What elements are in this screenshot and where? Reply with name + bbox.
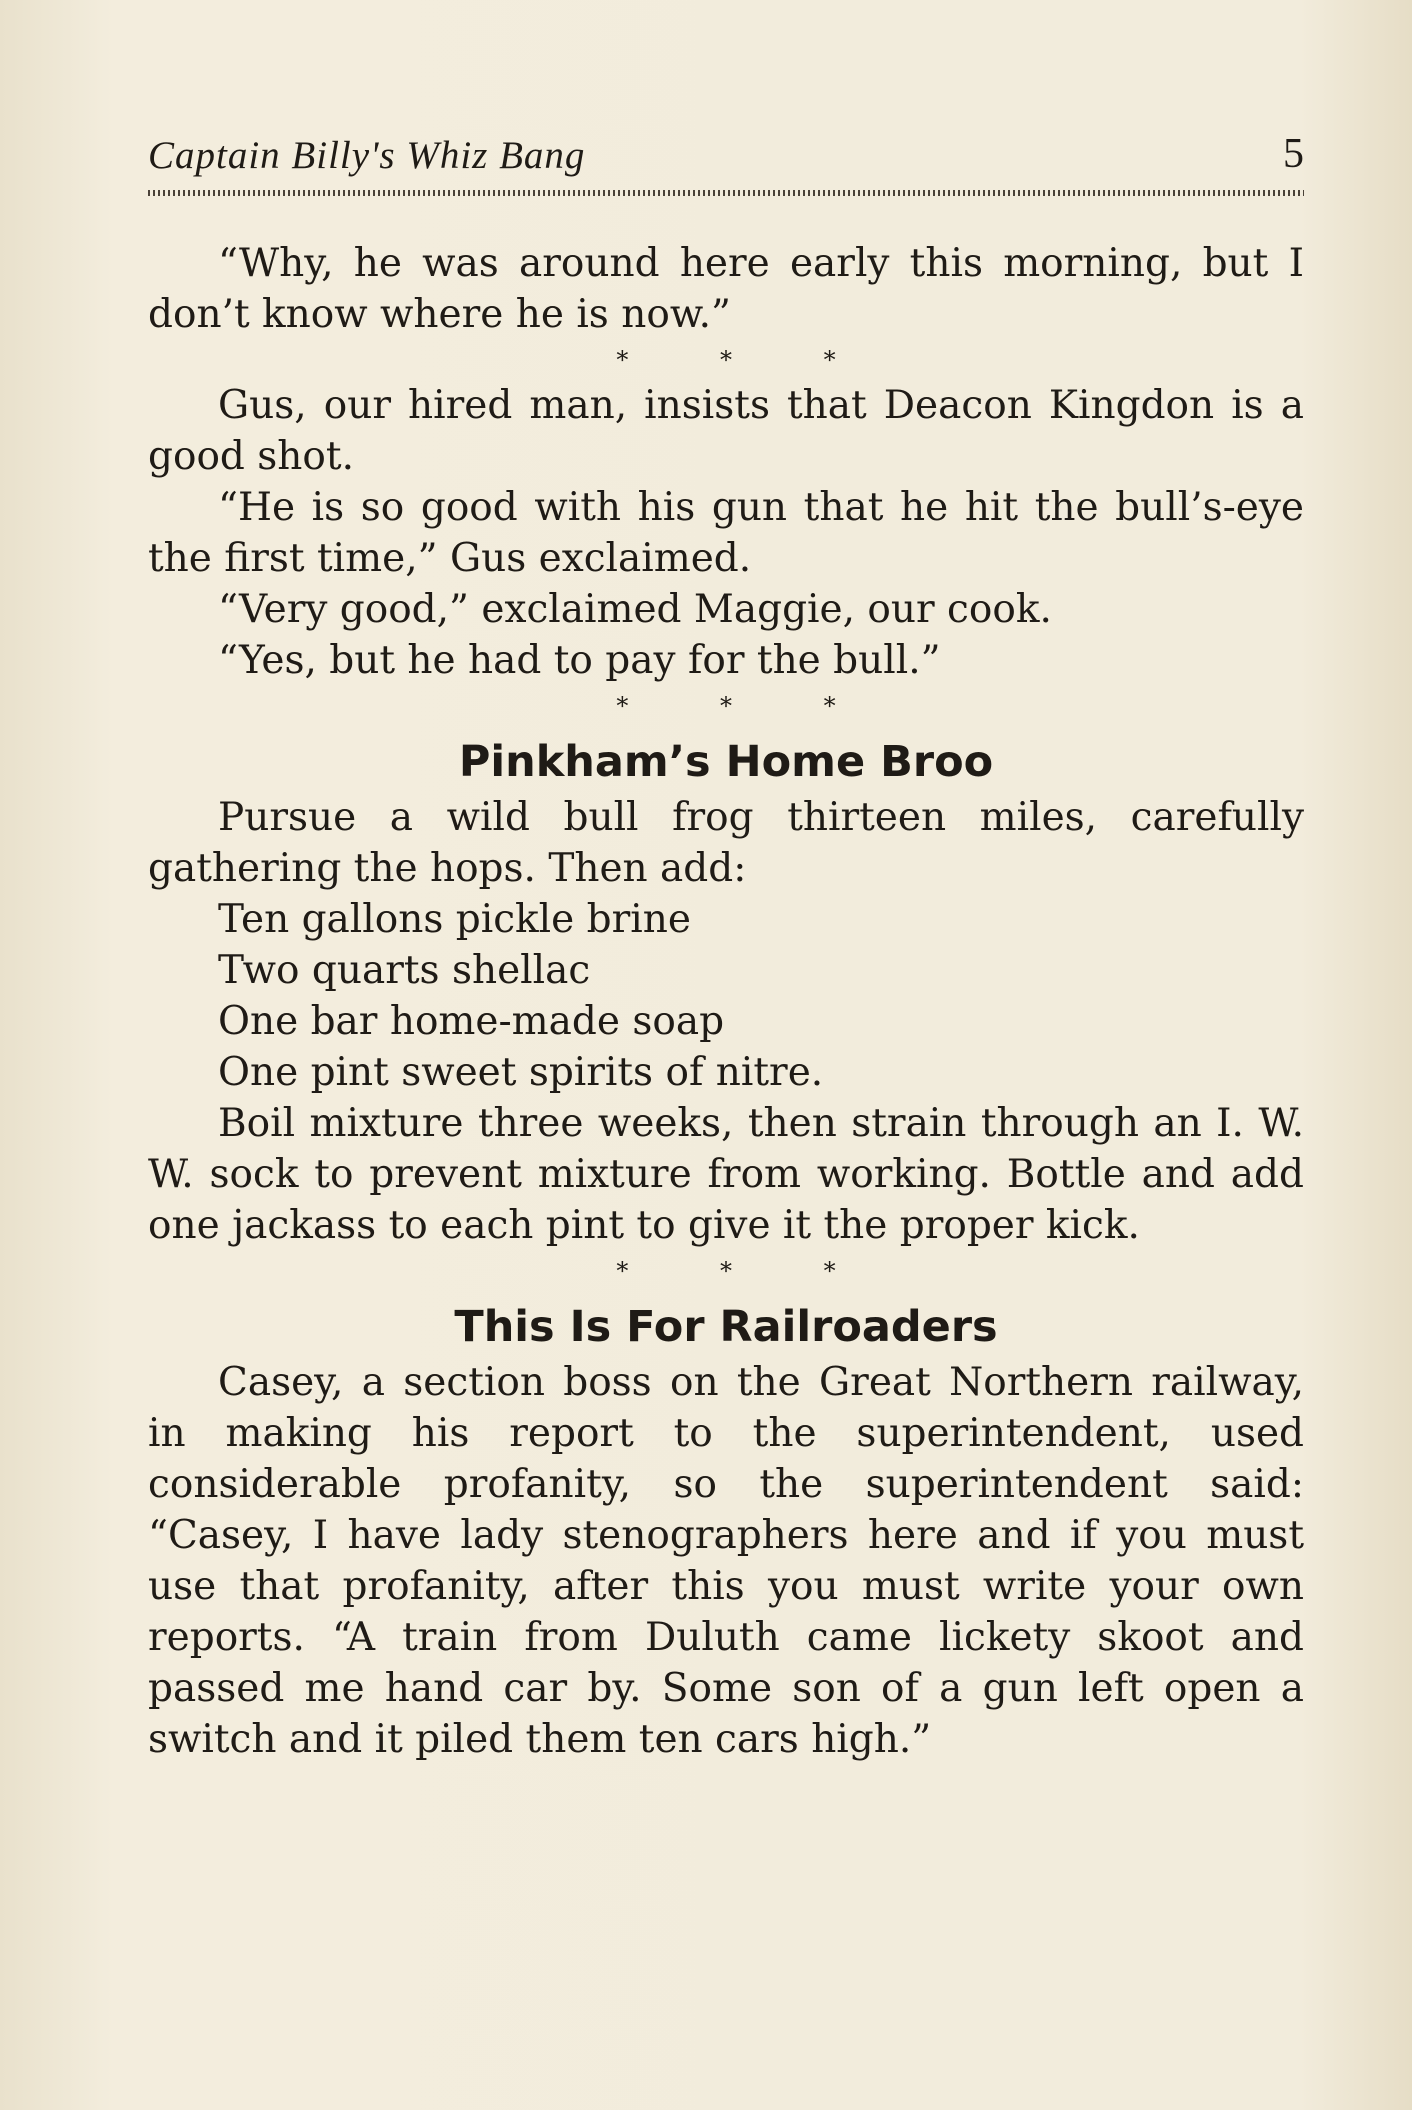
- recipe-ingredient: One bar home-made soap: [218, 999, 725, 1044]
- recipe-instructions: Boil mixture three weeks, then strain through an I. W. W. sock to prevent mixture from working. Bottle and add one jackass to each pint to give it the proper kick.: [148, 1101, 1304, 1248]
- recipe-ingredient: One pint sweet spirits of nitre.: [218, 1050, 824, 1095]
- railroad-story: Casey, a section boss on the Great Northern railway, in making his report to the superintendent, used considerable profanity, so the superintendent said: “Casey, I have lady stenographers here and if you must use that profanity, after this you must write your own reports. “A train from Duluth came lickety skoot and passed me hand car by. Some son of a gun left open a switch and it piled them ten cars high.”: [148, 1360, 1304, 1762]
- joke-opening: “Why, he was around here early this morning, but I don’t know where he is now.”: [148, 241, 1304, 337]
- recipe-ingredient: Two quarts shellac: [218, 948, 591, 993]
- page-number: 5: [1283, 131, 1304, 177]
- page-body: [148, 238, 1304, 1765]
- section-separator: * * *: [616, 346, 878, 374]
- recipe-heading: Pinkham’s Home Broo: [458, 737, 994, 787]
- gus-paragraph-3: “Very good,” exclaimed Maggie, our cook.: [218, 587, 1052, 632]
- section-separator: * * *: [616, 1257, 878, 1285]
- railroad-heading: This Is For Railroaders: [454, 1302, 998, 1352]
- running-title: Captain Billy's Whiz Bang: [148, 134, 586, 177]
- gus-paragraph-2: “He is so good with his gun that he hit the bull’s-eye the first time,” Gus exclaimed.: [148, 485, 1304, 581]
- running-header: [148, 130, 1304, 178]
- section-separator: * * *: [616, 692, 878, 720]
- recipe-ingredient: Ten gallons pickle brine: [218, 897, 691, 942]
- gus-paragraph-1: Gus, our hired man, insists that Deacon Kingdon is a good shot.: [148, 383, 1304, 479]
- header-rule: [148, 190, 1304, 196]
- recipe-intro: Pursue a wild bull frog thirteen miles, carefully gathering the hops. Then add:: [148, 795, 1304, 891]
- gus-paragraph-4: “Yes, but he had to pay for the bull.”: [218, 638, 941, 683]
